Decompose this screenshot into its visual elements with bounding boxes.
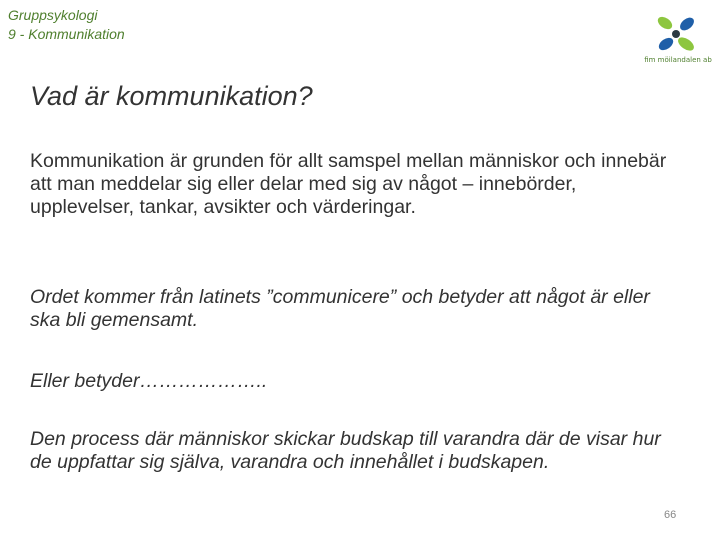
paragraph-process: Den process där människor skickar budskap till varandra där de visar hur de uppfattar sig själva, varandra och innehållet i budskapen. xyxy=(30,428,661,473)
slide-header xyxy=(8,6,125,44)
slide-title: Vad är kommunikation? xyxy=(30,81,313,111)
course-title: Gruppsykologi xyxy=(8,7,98,23)
paragraph-definition: Kommunikation är grunden för allt samspel mellan människor och innebär att man meddelar sig eller delar med sig av något – innebörder, upplevelser, tankar, avsikter och värderingar. xyxy=(30,150,667,218)
paragraph-etymology: Ordet kommer från latinets ”communicere” och betyder att något är eller ska bli gemensamt. xyxy=(30,286,650,331)
page-number: 66 xyxy=(664,509,677,521)
logo-text: fim möilandalen ab xyxy=(644,56,712,64)
section-title: 9 - Kommunikation xyxy=(8,26,125,42)
paragraph-or-means: Eller betyder……………….. xyxy=(30,370,268,392)
leaf-logo-icon xyxy=(654,14,700,54)
company-logo xyxy=(640,14,716,66)
